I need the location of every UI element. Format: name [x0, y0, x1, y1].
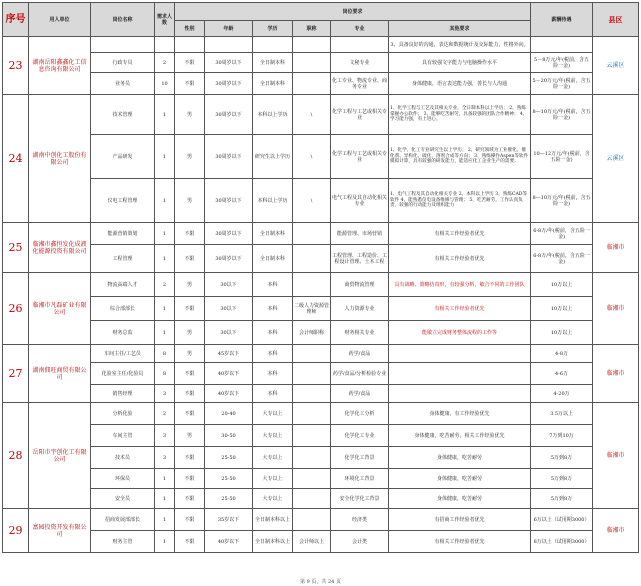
cell-education: 全日制本科: [253, 245, 293, 273]
cell-major: 化工专业、物流专业、商务专业: [331, 73, 389, 95]
row-seq: 28: [3, 403, 29, 509]
table-row: [3, 363, 639, 385]
cell-gender: 不限: [175, 363, 205, 385]
cell-salary: 3.5万以上: [531, 403, 593, 425]
cell-salary: 5－20万元/年(税前，含五险一金): [531, 73, 593, 95]
cell-count: 3: [155, 385, 175, 403]
cell-salary: 10—12万元/年(税前，含五险一金): [531, 135, 593, 179]
cell-other: 能敏立完成财务整体流程的工作等: [389, 321, 531, 345]
cell-major: 财务相关专业: [331, 321, 389, 345]
table-row: [3, 273, 639, 297]
cell-age: 40岁以下: [205, 363, 253, 385]
cell-position: 招商发展部部长: [91, 509, 155, 531]
cell-position: 销售经理: [91, 385, 155, 403]
cell-position: 行政专员: [91, 53, 155, 73]
cell-age: 30周岁以下: [205, 223, 253, 245]
cell-salary: 8万以上（试用期3000）: [531, 531, 593, 553]
cell-age: 30以下: [205, 273, 253, 297]
cell-major: [331, 37, 389, 53]
cell-title: [293, 245, 331, 273]
row-area: 临湘市: [593, 509, 639, 553]
cell-title: [293, 489, 331, 509]
row-company: 临湘市凡磊矿业有限公司: [29, 273, 91, 345]
cell-salary: 7万到10万: [531, 425, 593, 447]
cell-age: 30周岁以下: [205, 179, 253, 223]
cell-count: 2: [155, 403, 175, 425]
cell-title: [293, 403, 331, 425]
cell-gender: 不限: [175, 73, 205, 95]
cell-education: 大专以上: [253, 469, 293, 489]
table-body: [3, 37, 639, 553]
table-row: [3, 53, 639, 73]
cell-major: 化学工程与工艺或相关专业: [331, 135, 389, 179]
cell-major: 人力资源专业: [331, 297, 389, 321]
cell-position: 工程管理: [91, 245, 155, 273]
cell-gender: 不限: [175, 385, 205, 403]
cell-education: 大专以上: [253, 403, 293, 425]
cell-other: 有招商工作经验者优先: [389, 509, 531, 531]
cell-position: [91, 37, 155, 53]
row-company: 湖南岳阳鑫鑫化工信息咨询有限公司: [29, 37, 91, 95]
row-area: 临湘市: [593, 345, 639, 403]
table-row: [3, 425, 639, 447]
cell-education: 大专以上: [253, 447, 293, 469]
cell-education: 全日制本科: [253, 223, 293, 245]
cell-other: 身体健康，语言表达能力强，善长与人沟通: [389, 73, 531, 95]
cell-position: 化验室主任/化验员: [91, 363, 155, 385]
cell-education: [253, 37, 293, 53]
cell-salary: 10万以上: [531, 273, 593, 297]
cell-salary: 8—10万元/年(税前，含五险一金): [531, 95, 593, 135]
cell-age: 25-50: [205, 447, 253, 469]
row-area: 云溪区: [593, 95, 639, 223]
header-salary: 薪酬待遇: [531, 3, 593, 37]
cell-major: 能源管理、市场营销: [331, 223, 389, 245]
table-row: [3, 179, 639, 223]
header-position: 岗位名称: [91, 3, 155, 37]
cell-age: 40岁以下: [205, 385, 253, 403]
cell-title: [293, 385, 331, 403]
cell-age: 40岁以下: [205, 531, 253, 553]
cell-major: 会计类: [331, 531, 389, 553]
cell-education: 大专以上: [253, 425, 293, 447]
cell-other: 具有较强文字能力与电脑操作水平: [389, 53, 531, 73]
cell-gender: 男: [175, 179, 205, 223]
table-row: [3, 135, 639, 179]
cell-position: 能源营销策划: [91, 223, 155, 245]
cell-age: 45岁以下: [205, 345, 253, 363]
cell-gender: 男: [175, 95, 205, 135]
cell-major: 安全化学化工背景: [331, 489, 389, 509]
row-company: 湖南中创化工股份有限公司: [29, 95, 91, 223]
cell-gender: 男: [175, 321, 205, 345]
cell-other: [389, 363, 531, 385]
cell-salary: [531, 37, 593, 53]
table-row: [3, 489, 639, 509]
cell-gender: 不限: [175, 403, 205, 425]
cell-position: 业务员: [91, 73, 155, 95]
cell-title: [293, 509, 331, 531]
cell-other: [389, 345, 531, 363]
cell-other: 身体健康，有工作经验优先: [389, 403, 531, 425]
cell-age: 30以下: [205, 321, 253, 345]
cell-other: 有相关工作经验者优先: [389, 245, 531, 273]
cell-other: 有相关工作经验者优先: [389, 531, 531, 553]
cell-count: 1: [155, 223, 175, 245]
row-seq: 23: [3, 37, 29, 95]
cell-salary: 5万到8万: [531, 447, 593, 469]
table-row: [3, 297, 639, 321]
table-row: [3, 245, 639, 273]
cell-count: 2: [155, 53, 175, 73]
cell-age: 30周岁以下: [205, 73, 253, 95]
cell-position: 环保员: [91, 469, 155, 489]
cell-other: 3、具备良好的沟通、表达和数据统计及交际能力，性格外向。: [389, 37, 531, 53]
cell-title: \: [293, 135, 331, 179]
cell-major: 药学/食品: [331, 385, 389, 403]
row-area: 临湘市: [593, 223, 639, 273]
header-title: 职称: [293, 21, 331, 37]
cell-title: [293, 273, 331, 297]
cell-gender: 不限: [175, 509, 205, 531]
cell-major: 化学化工分析: [331, 403, 389, 425]
cell-age: 25-50: [205, 489, 253, 509]
cell-position: 仪电工程管理: [91, 179, 155, 223]
header-count: 需求人数: [155, 3, 175, 37]
cell-age: 30周岁以下: [205, 135, 253, 179]
table-row: [3, 531, 639, 553]
header-gender: 性别: [175, 21, 205, 37]
cell-salary: 6-8万/年(税前，含五险一金): [531, 223, 593, 245]
header-age: 年龄: [205, 21, 253, 37]
cell-major: 电气工程及其自动化相关专业: [331, 179, 389, 223]
row-seq: 25: [3, 223, 29, 273]
cell-position: 物流高端人才: [91, 273, 155, 297]
cell-title: [293, 37, 331, 53]
cell-position: 技术员: [91, 447, 155, 469]
cell-gender: 不限: [175, 245, 205, 273]
cell-title: [293, 363, 331, 385]
cell-salary: 5万到8万: [531, 489, 593, 509]
cell-gender: 男: [175, 273, 205, 297]
cell-title: [293, 223, 331, 245]
header-education: 学历: [253, 21, 293, 37]
cell-count: 2: [155, 273, 175, 297]
cell-position: 安全员: [91, 489, 155, 509]
row-seq: 27: [3, 345, 29, 403]
cell-title: [293, 447, 331, 469]
cell-gender: 不限: [175, 531, 205, 553]
cell-count: 1: [155, 469, 175, 489]
cell-position: 财务总监: [91, 321, 155, 345]
cell-count: 10: [155, 73, 175, 95]
row-area: 临湘市: [593, 273, 639, 345]
cell-other: 1、电气工程及其自动化相关专业 2、本科以上学历 3、熟练CAD等软件 4、能熟悉仪电设备维修与管理； 5、吃苦耐劳，工作认真负责，较强的行动能力及组织能力: [389, 179, 531, 223]
cell-salary: 6万以上（试用期3000）: [531, 509, 593, 531]
header-company: 用人单位: [29, 3, 91, 37]
table-row: [3, 509, 639, 531]
cell-gender: 不限: [175, 53, 205, 73]
cell-education: 全日制本科以上: [253, 509, 293, 531]
cell-major: 化学化工背景: [331, 447, 389, 469]
cell-major: 文秘专业: [331, 53, 389, 73]
cell-count: 1: [155, 179, 175, 223]
cell-position: 车间主任/工艺员: [91, 345, 155, 363]
cell-title: [293, 469, 331, 489]
cell-education: 全日制本科: [253, 53, 293, 73]
cell-age: [205, 37, 253, 53]
table-row: [3, 345, 639, 363]
cell-salary: 10万以上: [531, 297, 593, 321]
cell-age: 30周岁以下: [205, 95, 253, 135]
cell-education: 本科: [253, 297, 293, 321]
cell-salary: 4-8万: [531, 345, 593, 363]
cell-education: 本科: [253, 385, 293, 403]
cell-gender: 不限: [175, 297, 205, 321]
cell-other: 有相关工作经验者优先: [389, 297, 531, 321]
cell-education: 本科: [253, 345, 293, 363]
cell-major: 环境化工背景: [331, 469, 389, 489]
cell-salary: 4-6万: [531, 363, 593, 385]
cell-major: 化学工程与工艺或相关专业: [331, 95, 389, 135]
table-row: [3, 447, 639, 469]
cell-education: 本科: [253, 321, 293, 345]
cell-education: 本科以上学历: [253, 179, 293, 223]
row-seq: 29: [3, 509, 29, 553]
cell-age: 30周岁以下: [205, 53, 253, 73]
cell-other: 具有战略、策略仿真形，有较强分析，敏合不同的工作团队: [389, 273, 531, 297]
cell-position: 财务主管: [91, 531, 155, 553]
cell-salary: 5－8万元/年(税前，含五险一金): [531, 53, 593, 73]
cell-title: [293, 345, 331, 363]
cell-position: 技术管理: [91, 95, 155, 135]
cell-count: 3: [155, 425, 175, 447]
cell-title: [293, 53, 331, 73]
table-row: [3, 385, 639, 403]
cell-count: 1: [155, 489, 175, 509]
cell-education: 研究生以上学历: [253, 135, 293, 179]
cell-salary: 4-20万: [531, 385, 593, 403]
cell-gender: 男: [175, 135, 205, 179]
table-row: [3, 469, 639, 489]
cell-salary: 6-8万/年(税前，含五险一金): [531, 245, 593, 273]
cell-education: 本科: [253, 273, 293, 297]
cell-count: 1: [155, 509, 175, 531]
row-company: 临湘市鑫恒发化成液化能源投资有限公司: [29, 223, 91, 273]
cell-age: 30以下: [205, 297, 253, 321]
cell-age: 20-40: [205, 403, 253, 425]
cell-position: 车间主管: [91, 425, 155, 447]
table-row: [3, 403, 639, 425]
cell-title: 会计师职称: [293, 321, 331, 345]
row-area: 云溪区: [593, 37, 639, 95]
row-company: 湖南佃旺商贸有限公司: [29, 345, 91, 403]
row-company: 富园投资开发有限公司: [29, 509, 91, 553]
cell-gender: [175, 37, 205, 53]
cell-major: 药学/食品/分析检验专业: [331, 363, 389, 385]
cell-other: 身体健康，吃苦耐劳，相关工作经验优先: [389, 425, 531, 447]
cell-title: 会计师以上: [293, 531, 331, 553]
cell-other: 身体健康，吃苦耐劳: [389, 469, 531, 489]
cell-count: 1: [155, 245, 175, 273]
header-major: 专业: [331, 21, 389, 37]
cell-gender: 不限: [175, 489, 205, 509]
cell-count: 8: [155, 363, 175, 385]
cell-position: 综合部部长: [91, 297, 155, 321]
cell-gender: 男: [175, 345, 205, 363]
cell-title: 二级人力资源管理师: [293, 297, 331, 321]
row-company: 岳阳市宇创化工有限公司: [29, 403, 91, 509]
cell-title: [293, 425, 331, 447]
cell-gender: 不限: [175, 223, 205, 245]
cell-count: 1: [155, 135, 175, 179]
cell-education: 全日制本科: [253, 73, 293, 95]
header-requirements: 岗位要求: [175, 3, 531, 21]
recruitment-table: [2, 2, 639, 553]
row-seq: 26: [3, 273, 29, 345]
cell-salary: 10万以上: [531, 321, 593, 345]
cell-count: 1: [155, 297, 175, 321]
cell-major: 商贸物流管理: [331, 273, 389, 297]
cell-position: 分析化验: [91, 403, 155, 425]
cell-count: 1: [155, 95, 175, 135]
header-other: 其他要求: [389, 21, 531, 37]
cell-count: [155, 37, 175, 53]
cell-age: 30周岁以下: [205, 245, 253, 273]
row-seq: 24: [3, 95, 29, 223]
cell-salary: 8—10万元/年(税前，含五险一金): [531, 179, 593, 223]
header-seq: 序号: [3, 3, 29, 37]
page-footer: 第 9 页，共 24 页: [300, 579, 341, 585]
cell-title: [293, 73, 331, 95]
cell-education: 本科以上学历: [253, 95, 293, 135]
cell-education: 大专以上: [253, 489, 293, 509]
cell-gender: 男: [175, 425, 205, 447]
row-area: 临湘市: [593, 403, 639, 509]
cell-other: 身体健康，吃苦耐劳: [389, 447, 531, 469]
table-row: [3, 95, 639, 135]
cell-title: \: [293, 95, 331, 135]
cell-count: 1: [155, 531, 175, 553]
cell-other: 1、化学工程与工艺及其相关专业，全日制本科以上学历； 2、熟练掌握办公软件； 3、能够吃苦耐劳，具备较强的团队合作精神； 4、学习能力强，有上进心。: [389, 95, 531, 135]
cell-count: 8: [155, 345, 175, 363]
cell-title: \: [293, 179, 331, 223]
cell-other: 1、化学、化工专业研究生以上学历； 2、研究领域为工业催化、催化剂、异构化、硫化、溶剂合成等方向； 3、熟练操作Aspen等软件模拟计算，具有较强的研发能力，能适应化工企业生产的需要。: [389, 135, 531, 179]
table-row: [3, 223, 639, 245]
cell-count: 1: [155, 321, 175, 345]
cell-age: 35岁以下: [205, 509, 253, 531]
cell-count: 3: [155, 447, 175, 469]
cell-other: 有相关工作经验者优先: [389, 223, 531, 245]
table-row: [3, 321, 639, 345]
cell-age: 25-50: [205, 469, 253, 489]
header-area: 县区: [593, 3, 639, 37]
cell-education: 本科: [253, 363, 293, 385]
cell-gender: 不限: [175, 447, 205, 469]
cell-major: 工程管理、工程造价、工程设计管理、土木工程: [331, 245, 389, 273]
cell-gender: 不限: [175, 469, 205, 489]
table-row: [3, 37, 639, 53]
cell-salary: 5万到8万: [531, 469, 593, 489]
table-row: [3, 73, 639, 95]
cell-major: 化学化工专业: [331, 425, 389, 447]
cell-education: 全日制本科以上: [253, 531, 293, 553]
cell-age: 30-50: [205, 425, 253, 447]
cell-other: [389, 385, 531, 403]
cell-other: 身体健康，吃苦耐劳: [389, 489, 531, 509]
cell-major: 经济类: [331, 509, 389, 531]
cell-major: 药学/食品: [331, 345, 389, 363]
cell-position: 产品研发: [91, 135, 155, 179]
